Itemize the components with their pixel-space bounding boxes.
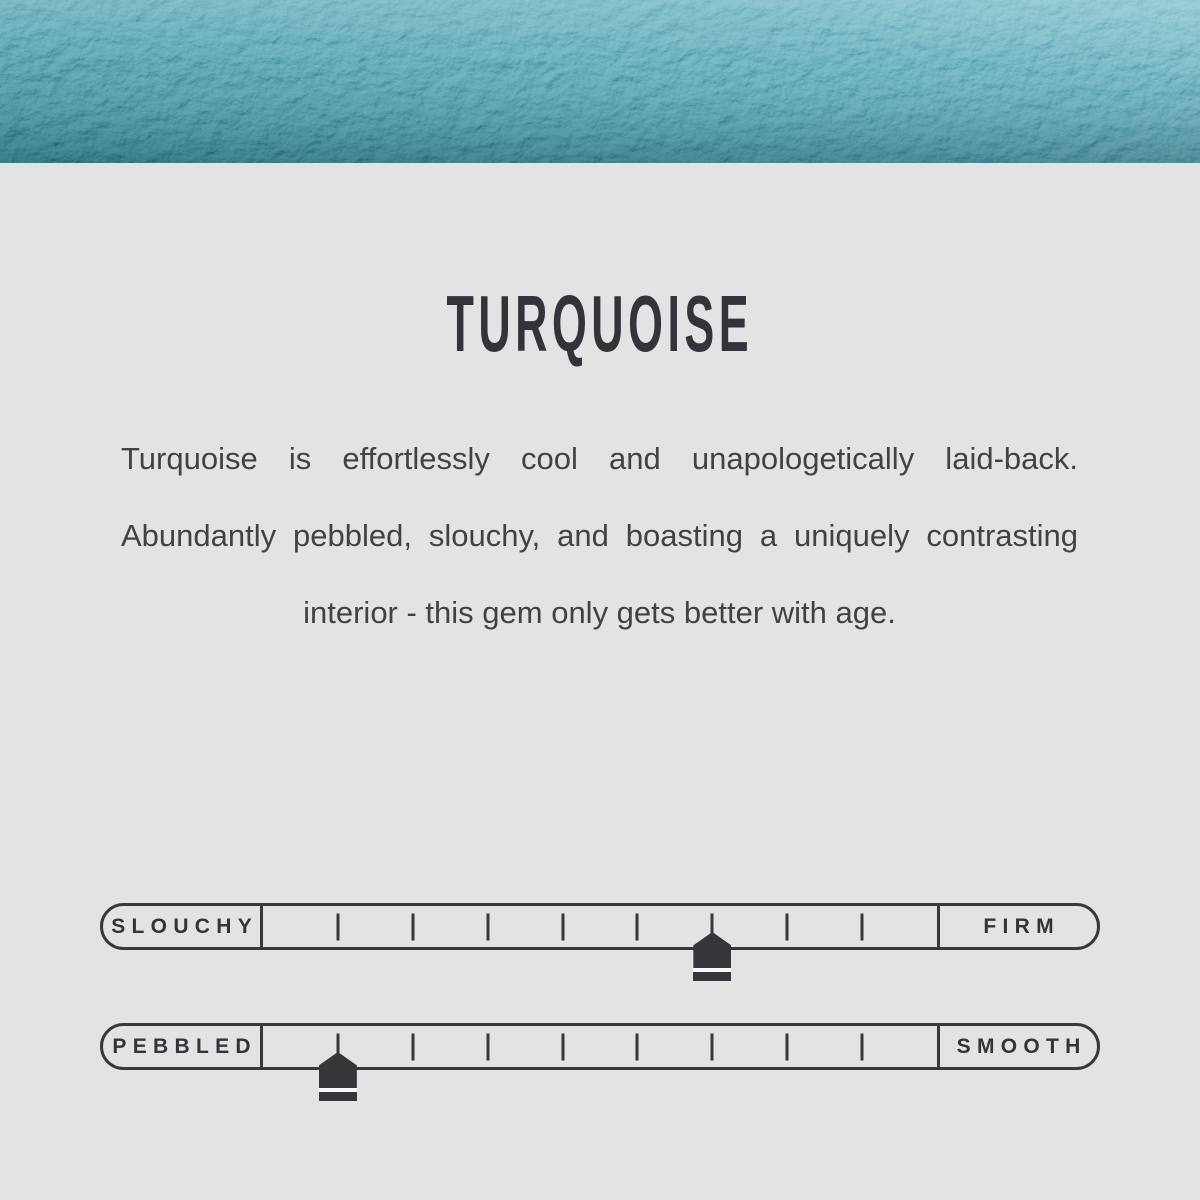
page-title-text: TURQUOISE: [446, 279, 754, 368]
scale-marker: [319, 1052, 357, 1101]
scale-tick: [561, 1033, 564, 1060]
scale-marker-base: [693, 972, 731, 981]
scale-left-cap: [103, 906, 263, 947]
scale-marker-base: [319, 1092, 357, 1101]
scale-left-label: SLOUCHY: [111, 914, 259, 938]
description-line: Abundantly pebbled, slouchy, and boasting a uniquely contrasting: [121, 518, 1078, 553]
scale-marker-arrow-icon: [693, 932, 731, 968]
scale-tick: [411, 913, 414, 940]
scale-tick: [336, 913, 339, 940]
scale-tick-area: [263, 906, 937, 947]
scale-right-label: FIRM: [983, 914, 1060, 938]
scale-track: [100, 1023, 1100, 1070]
scale-track: [100, 903, 1100, 950]
attribute-scale-slouchy-firm: [100, 903, 1100, 950]
scale-tick: [636, 913, 639, 940]
scale-tick: [411, 1033, 414, 1060]
scale-tick: [786, 1033, 789, 1060]
scale-left-cap: [103, 1026, 263, 1067]
scale-marker: [693, 932, 731, 981]
scale-tick: [486, 913, 489, 940]
scale-left-label: PEBBLED: [112, 1034, 257, 1058]
scale-tick: [561, 913, 564, 940]
leather-texture-image: [0, 0, 1200, 163]
description-line: interior - this gem only gets better with age.: [303, 595, 896, 630]
scale-right-cap: [937, 906, 1097, 947]
scale-tick: [486, 1033, 489, 1060]
attribute-scale-pebbled-smooth: [100, 1023, 1100, 1070]
scale-tick-area: [263, 1026, 937, 1067]
scale-right-label: SMOOTH: [956, 1034, 1087, 1058]
scale-tick: [861, 913, 864, 940]
color-description: [121, 420, 1078, 651]
scale-tick: [786, 913, 789, 940]
scale-tick: [711, 1033, 714, 1060]
scale-tick: [861, 1033, 864, 1060]
scale-right-cap: [937, 1026, 1097, 1067]
scale-tick: [636, 1033, 639, 1060]
description-line: Turquoise is effortlessly cool and unapologetically laid-back.: [121, 441, 1078, 476]
page-title: [0, 279, 1200, 368]
scale-marker-arrow-icon: [319, 1052, 357, 1088]
